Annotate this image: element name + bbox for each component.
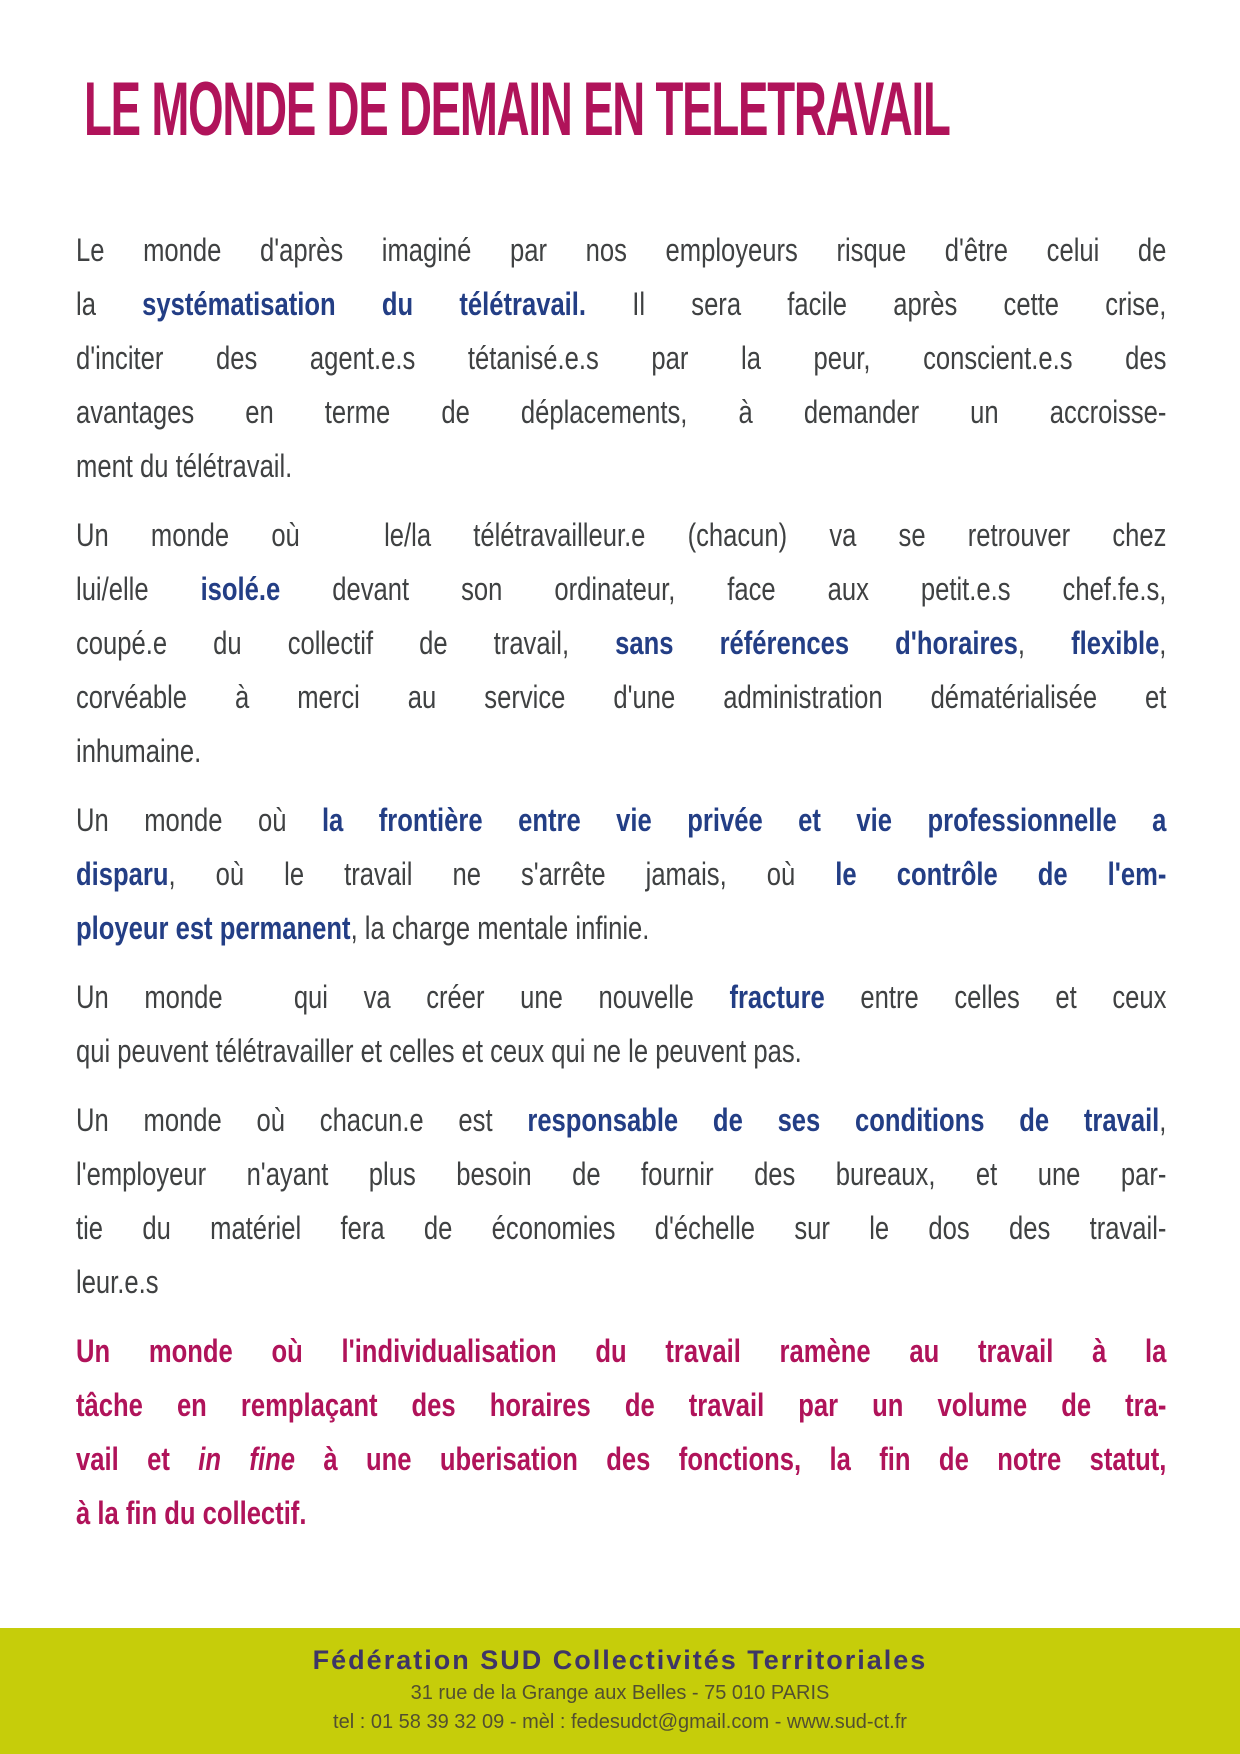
text-line: qui peuvent télétravailler et celles et ceux qui ne le peuvent pas. (76, 1033, 802, 1069)
footer-contact: tel : 01 58 39 32 09 - mèl : fedesudct@gmail.com - www.sud-ct.fr (333, 1711, 907, 1733)
text-line: ment du télétravail. (76, 448, 293, 484)
text-line: d'inciter des agent.e.s tétanisé.e.s par la peur, conscient.e.s des (76, 340, 1167, 376)
paragraph (76, 223, 1166, 493)
text-line: Un monde où chacun.e est responsable de ses conditions de travail, (76, 1102, 1167, 1138)
footer-organization: Fédération SUD Collectivités Territoriales (312, 1645, 928, 1675)
paragraph (76, 793, 1166, 955)
text-line: tâche en remplaçant des horaires de travail par un volume de tra- (76, 1387, 1167, 1423)
paragraph (76, 970, 1166, 1078)
text-line: ployeur est permanent, la charge mentale infinie. (76, 910, 650, 946)
text-line: inhumaine. (76, 733, 202, 769)
text-line: Un monde qui va créer une nouvelle fracture entre celles et ceux (76, 979, 1167, 1015)
text-line: disparu, où le travail ne s'arrête jamais, où le contrôle de l'em- (76, 856, 1167, 892)
footer-address: 31 rue de la Grange aux Belles - 75 010 PARIS (410, 1682, 830, 1704)
page-title-text: LE MONDE DE DEMAIN EN TELETRAVAIL (84, 67, 950, 152)
text-line: coupé.e du collectif de travail, sans références d'horaires, flexible, (76, 625, 1167, 661)
text-line: lui/elle isolé.e devant son ordinateur, face aux petit.e.s chef.fe.s, (76, 571, 1167, 607)
body-paragraphs (76, 223, 1166, 1540)
text-line: tie du matériel fera de économies d'échelle sur le dos des travail- (76, 1210, 1167, 1246)
page-title (84, 66, 1240, 153)
text-line: Un monde où la frontière entre vie privée et vie professionnelle a (76, 802, 1167, 838)
text-line: corvéable à merci au service d'une administration dématérialisée et (76, 679, 1167, 715)
text-line: à la fin du collectif. (76, 1495, 307, 1531)
text-line: vail et in fine à une uberisation des fonctions, la fin de notre statut, (76, 1441, 1167, 1477)
paragraph (76, 1324, 1166, 1540)
paragraph (76, 508, 1166, 778)
footer (0, 1628, 1240, 1754)
text-line: la systématisation du télétravail. Il sera facile après cette crise, (76, 286, 1167, 322)
paragraph (76, 1093, 1166, 1309)
text-line: l'employeur n'ayant plus besoin de fournir des bureaux, et une par- (76, 1156, 1167, 1192)
text-line: leur.e.s (76, 1264, 159, 1300)
text-line: Le monde d'après imaginé par nos employeurs risque d'être celui de (76, 232, 1167, 268)
text-line: Un monde où l'individualisation du travail ramène au travail à la (76, 1333, 1167, 1369)
text-line: avantages en terme de déplacements, à demander un accroisse- (76, 394, 1167, 430)
text-line: Un monde où le/la télétravailleur.e (chacun) va se retrouver chez (76, 517, 1167, 553)
